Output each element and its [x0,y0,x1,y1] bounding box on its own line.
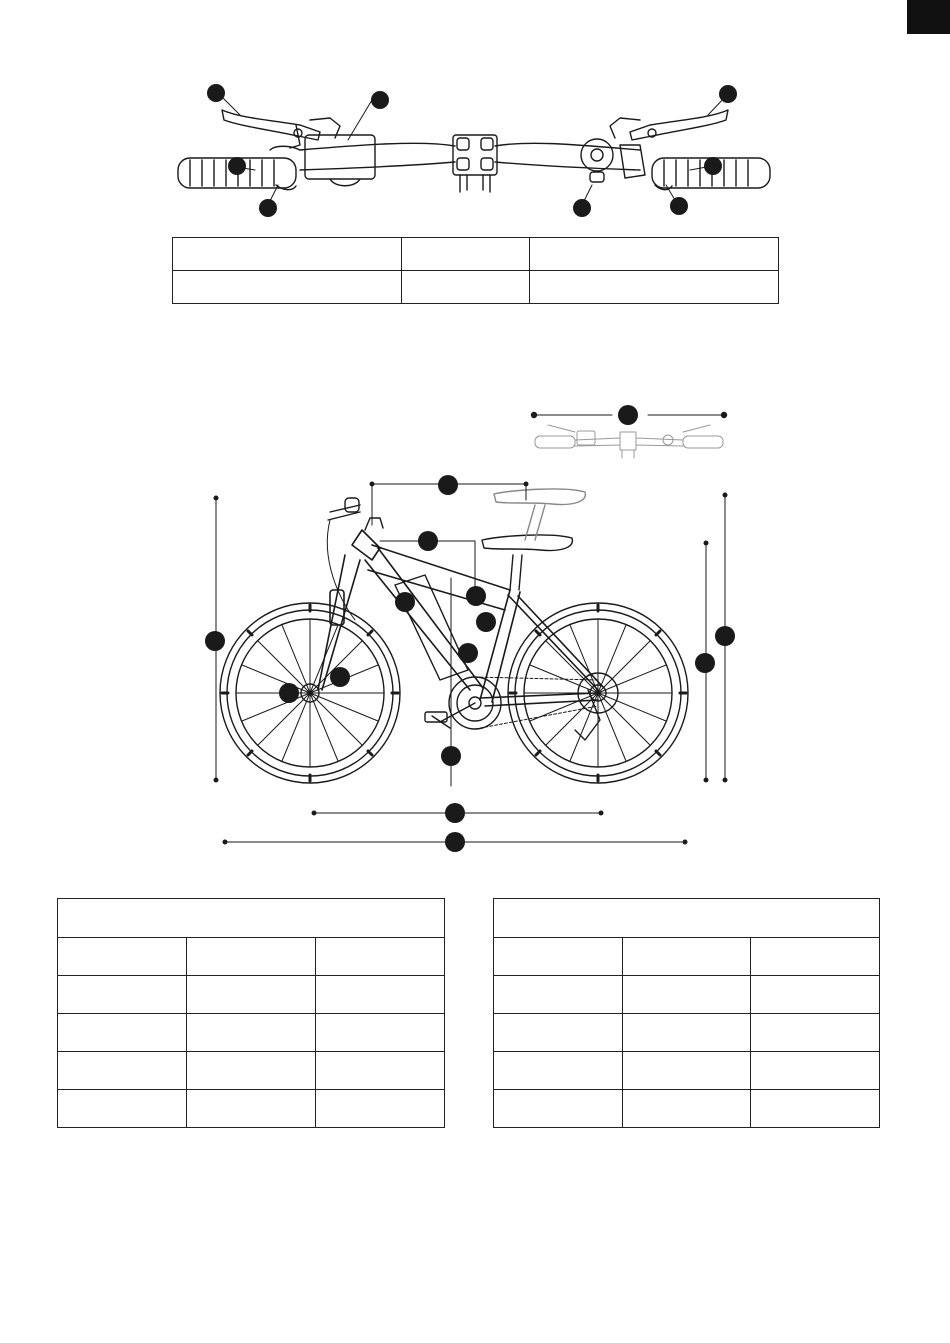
down-tube [365,548,483,690]
phone-mount [305,135,375,186]
table-cell [751,938,880,976]
callout-marker [476,612,496,632]
table-row [494,938,880,976]
stem-clamp [453,135,497,192]
saddle-raised-outline [494,489,585,540]
callout-marker [205,631,225,651]
bicycle-callouts [205,475,735,852]
table-cell [402,271,530,304]
table-row [173,238,779,271]
table-row [173,271,779,304]
table-cell [494,1014,623,1052]
callout-marker [670,197,688,215]
table-cell [623,938,751,976]
table-header-cell [494,899,880,938]
table-cell [494,1052,623,1090]
table-cell [494,938,623,976]
dimension-lines [216,484,725,842]
callout-marker [207,84,225,102]
table-cell [316,976,445,1014]
table-cell [751,1052,880,1090]
spec-table-right [493,898,880,1128]
table-row [494,976,880,1014]
saddle [482,535,572,590]
table-cell [623,1052,751,1090]
callout-marker [466,586,486,606]
handlebar-tube-left [300,143,455,170]
table-row [58,976,445,1014]
dimension-endpoints [214,482,728,845]
table-cell [751,1014,880,1052]
table-cell [316,1052,445,1090]
table-cell [187,1090,316,1128]
top-tube [368,545,510,610]
right-brake-lever [630,110,728,140]
table-cell [316,1090,445,1128]
handlebar-tube-right [495,143,640,170]
callout-marker [573,199,591,217]
callout-marker [618,405,638,425]
table-cell [316,1014,445,1052]
table-header-cell [58,899,445,938]
table-header-row [58,899,445,938]
left-lever-mount [290,118,340,148]
table-cell [187,938,316,976]
table-row [58,1090,445,1128]
table-row [494,1052,880,1090]
table-cell [58,938,187,976]
right-lever-mount [610,118,640,138]
table-cell [494,976,623,1014]
callout-marker [395,592,415,612]
callout-marker [371,91,389,109]
callout-marker [445,832,465,852]
table-cell [187,1052,316,1090]
callout-marker [445,803,465,823]
callout-marker [259,199,277,217]
left-brake-lever [222,110,320,140]
front-wheel [220,603,400,783]
bicycle-illustration [205,475,735,852]
table-cell [58,1090,187,1128]
table-cell [751,976,880,1014]
table-row [494,1090,880,1128]
handlebar-callouts [207,84,737,217]
table-header-row [494,899,880,938]
table-cell [623,976,751,1014]
handlebar-illustration [178,84,770,217]
callout-marker [458,643,478,663]
callout-marker [441,746,461,766]
table-row [494,1014,880,1052]
table-cell [58,976,187,1014]
callout-marker [279,683,299,703]
table-cell [187,976,316,1014]
table-row [58,1014,445,1052]
table-cell [316,938,445,976]
battery [395,575,468,680]
chain-stay [480,693,598,706]
callout-marker [438,475,458,495]
table-cell [530,271,779,304]
table-row [58,938,445,976]
callout-marker [330,667,350,687]
table-row [58,1052,445,1090]
table-cell [58,1014,187,1052]
spec-table-left [57,898,445,1128]
callout-marker [719,85,737,103]
callout-marker [228,157,246,175]
callout-marker [418,531,438,551]
callout-marker [715,626,735,646]
table-cell [402,238,530,271]
table-cell [173,238,402,271]
table-cell [623,1014,751,1052]
table-cell [187,1014,316,1052]
table-cell [751,1090,880,1128]
table-cell [530,238,779,271]
head-tube [352,530,380,560]
callout-marker [704,157,722,175]
table-cell [623,1090,751,1128]
table-cell [58,1052,187,1090]
table-cell [173,271,402,304]
callout-marker [695,653,715,673]
table-cell [494,1090,623,1128]
handlebar-parts-table [172,237,779,304]
seat-tube [480,590,520,702]
handlebar-width-inset [532,405,727,458]
